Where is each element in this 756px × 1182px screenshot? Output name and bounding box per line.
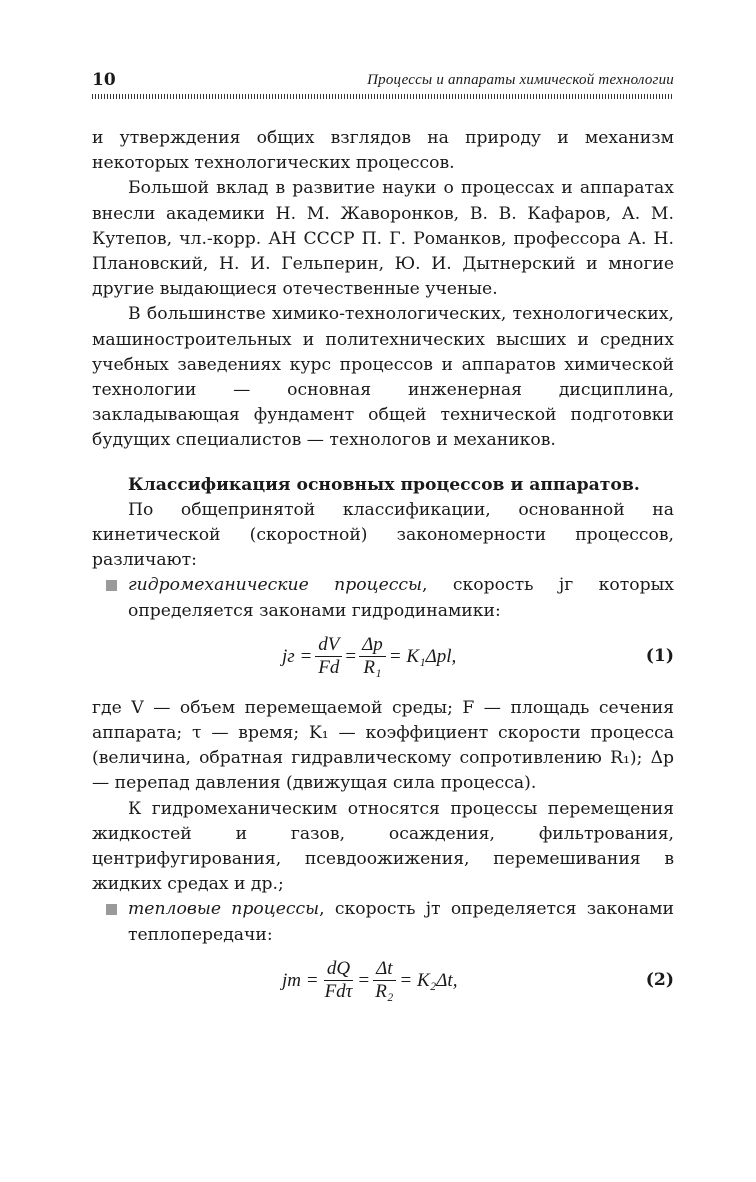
body-text: [92, 126, 674, 1020]
formula-1: [92, 624, 674, 696]
paragraph-hydro-processes: К гидромеханическим относятся процессы перемещения жидкостей и газов, осаждения, фильтрования, центрифугирования, псевдоожижения, перемешивания в жидких средах и др.;: [92, 798, 674, 895]
fraction-denominator: Fdτ: [324, 980, 353, 1002]
fraction-numerator: dV: [315, 634, 342, 657]
running-title: Процессы и аппараты химической технологии: [367, 72, 674, 88]
paragraph-where-1: где V — объем перемещаемой среды; F — площадь сечения аппарата; τ — время; K₁ — коэффициент скорости процесса (величина, обратная гидравлическому сопротивлению R₁); Δp — перепад давления (движущая сила процесса).: [92, 697, 674, 794]
bullet-text: , скорость jт определяется законами теплопередачи:: [128, 899, 674, 945]
fraction-denominator: R₁: [363, 656, 382, 678]
section-heading: Классификация основных процессов и аппаратов.: [128, 474, 640, 495]
list-item-thermal: [92, 897, 674, 947]
fraction-denominator: R₂: [375, 980, 394, 1002]
paragraph-contributors: Большой вклад в развитие науки о процессах и аппаратах внесли академики Н. М. Жаворонков, В. В. Кафаров, А. М. Кутепов, чл.-корр. АН СССР П. Г. Романков, профессора А. Н. Плановский, Н. И. Гельперин, Ю. И. Дытнерский и многие другие выдающиеся отечественные ученые.: [92, 178, 674, 300]
equation-rhs: = K₁Δpl,: [388, 645, 457, 667]
equation-lhs: jг =: [282, 645, 313, 667]
fraction: [322, 958, 356, 1003]
equation-lhs: jт =: [282, 969, 319, 991]
fraction: [359, 634, 386, 679]
fraction-numerator: dQ: [324, 958, 353, 981]
fraction-numerator: Δt: [373, 958, 395, 981]
fraction-numerator: Δp: [359, 634, 386, 657]
paragraph-continuation: и утверждения общих взглядов на природу и механизм некоторых технологических процессов.: [92, 128, 674, 174]
bullet-square-icon: [106, 904, 117, 915]
page-header: [92, 70, 674, 96]
fraction: [315, 634, 342, 679]
equation: jт = $\frac{dQ}{\text{Fdτ}}$ = $\frac{\Delta t}{\text{R₂}}$ = K₂Δt,: [282, 957, 458, 1002]
term-thermal: тепловые процессы: [128, 899, 320, 920]
formula-2: [92, 948, 674, 1020]
equation-number: (1): [645, 645, 674, 666]
equation-number: (2): [645, 969, 674, 990]
list-item-hydromechanical: [92, 573, 674, 623]
section-intro: По общепринятой классификации, основанной на кинетической (скоростной) закономерности процессов, различают:: [92, 499, 674, 571]
equation: jг = $\frac{dV}{Fd}$ = $\frac{\Delta p}{\text{R₁}}$ = K₁Δpl,: [282, 633, 457, 678]
header-rule: [92, 94, 674, 99]
equation-rhs: = K₂Δt,: [399, 969, 458, 991]
term-hydromechanical: гидромеханические процессы: [128, 575, 423, 596]
fraction: [372, 958, 396, 1003]
paragraph-education: В большинстве химико-технологических, технологических, машиностроительных и политехнических высших и средних учебных заведениях курс процессов и аппаратов химической технологии — основная инженерная дисциплина, закладывающая фундамент общей технической подготовки будущих специалистов — технологов и механиков.: [92, 304, 674, 451]
page-number: 10: [92, 70, 116, 90]
fraction-denominator: Fd: [318, 656, 340, 678]
bullet-text: , скорость jг которых определяется законами гидродинамики:: [128, 575, 674, 621]
bullet-square-icon: [106, 580, 117, 591]
